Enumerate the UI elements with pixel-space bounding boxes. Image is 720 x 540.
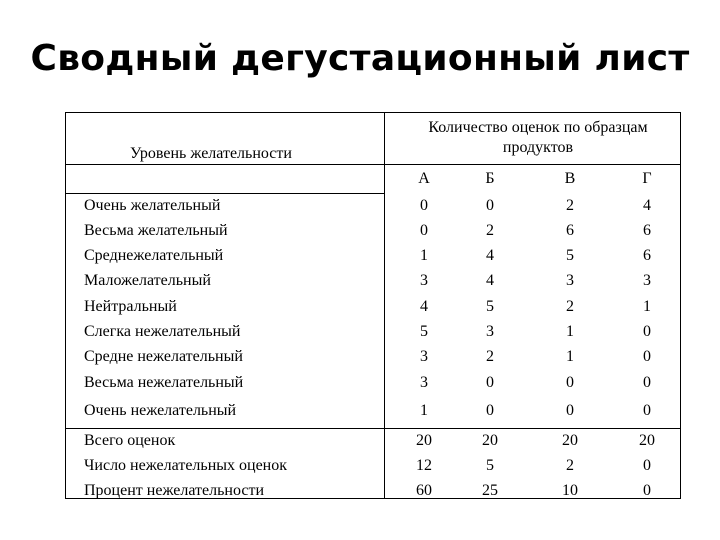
table-row-value: 4: [486, 247, 494, 264]
column-header-2: Б: [485, 170, 495, 187]
table-row-label: Весьма желательный: [84, 222, 228, 239]
summary-row-value: 60: [416, 482, 432, 499]
column-header-1: А: [418, 170, 430, 187]
table-row-value: 1: [420, 402, 428, 419]
table-row-value: 0: [486, 374, 494, 391]
table-row-value: 0: [643, 402, 651, 419]
table-row-value: 5: [566, 247, 574, 264]
table-row-value: 3: [420, 374, 428, 391]
header-sample-counts: Количество оценок по образцам продуктов: [428, 119, 648, 156]
header-divider: [65, 164, 681, 165]
table-row-value: 4: [643, 197, 651, 214]
table-row-value: 0: [566, 402, 574, 419]
table-divider-vertical: [384, 112, 385, 499]
table-row-label: Маложелательный: [84, 272, 211, 289]
summary-row-value: 2: [566, 457, 574, 474]
table-row-value: 1: [420, 247, 428, 264]
table-row-value: 0: [566, 374, 574, 391]
table-row-label: Нейтральный: [84, 298, 177, 315]
table-row-value: 5: [420, 323, 428, 340]
table-row-value: 0: [486, 402, 494, 419]
summary-row-value: 20: [562, 432, 578, 449]
table-row-value: 4: [486, 272, 494, 289]
table-row-value: 6: [643, 247, 651, 264]
summary-row-value: 0: [643, 482, 651, 499]
table-row-value: 0: [643, 374, 651, 391]
summary-row-value: 20: [416, 432, 432, 449]
table-row-value: 0: [420, 197, 428, 214]
table-row-value: 1: [566, 348, 574, 365]
table-row-value: 3: [420, 272, 428, 289]
table-row-label: Весьма нежелательный: [84, 374, 244, 391]
table-row-value: 3: [420, 348, 428, 365]
table-row-value: 1: [566, 323, 574, 340]
summary-row-label: Число нежелательных оценок: [84, 457, 288, 474]
table-row-value: 2: [566, 197, 574, 214]
summary-row-label: Всего оценок: [84, 432, 176, 449]
table-row-value: 2: [566, 298, 574, 315]
table-row-value: 0: [486, 197, 494, 214]
table-row-value: 6: [643, 222, 651, 239]
table-row-value: 2: [486, 348, 494, 365]
table-row-value: 3: [486, 323, 494, 340]
summary-row-value: 12: [416, 457, 432, 474]
column-header-divider: [65, 193, 384, 194]
table-row-value: 1: [643, 298, 651, 315]
table-row-value: 0: [643, 348, 651, 365]
table-row-value: 4: [420, 298, 428, 315]
table-row-label: Средне нежелательный: [84, 348, 243, 365]
table-row-value: 2: [486, 222, 494, 239]
summary-divider: [65, 428, 681, 429]
page-title: Сводный дегустационный лист: [30, 38, 690, 79]
column-header-4: Г: [642, 170, 652, 187]
summary-row-value: 20: [639, 432, 655, 449]
table-row-value: 3: [643, 272, 651, 289]
summary-row-value: 10: [562, 482, 578, 499]
summary-row-label: Процент нежелательности: [84, 482, 265, 499]
column-header-3: В: [564, 170, 576, 187]
table-row-value: 6: [566, 222, 574, 239]
summary-row-value: 25: [482, 482, 498, 499]
table-row-value: 0: [420, 222, 428, 239]
header-desirability-level: Уровень желательности: [130, 145, 292, 162]
summary-row-value: 20: [482, 432, 498, 449]
table-row-label: Слегка нежелательный: [84, 323, 241, 340]
table-row-label: Очень желательный: [84, 197, 221, 214]
table-row-value: 3: [566, 272, 574, 289]
table-row-label: Среднежелательный: [84, 247, 224, 264]
summary-row-value: 0: [643, 457, 651, 474]
table-row-label: Очень нежелательный: [84, 402, 237, 419]
summary-row-value: 5: [486, 457, 494, 474]
table-row-value: 0: [643, 323, 651, 340]
table-row-value: 5: [486, 298, 494, 315]
